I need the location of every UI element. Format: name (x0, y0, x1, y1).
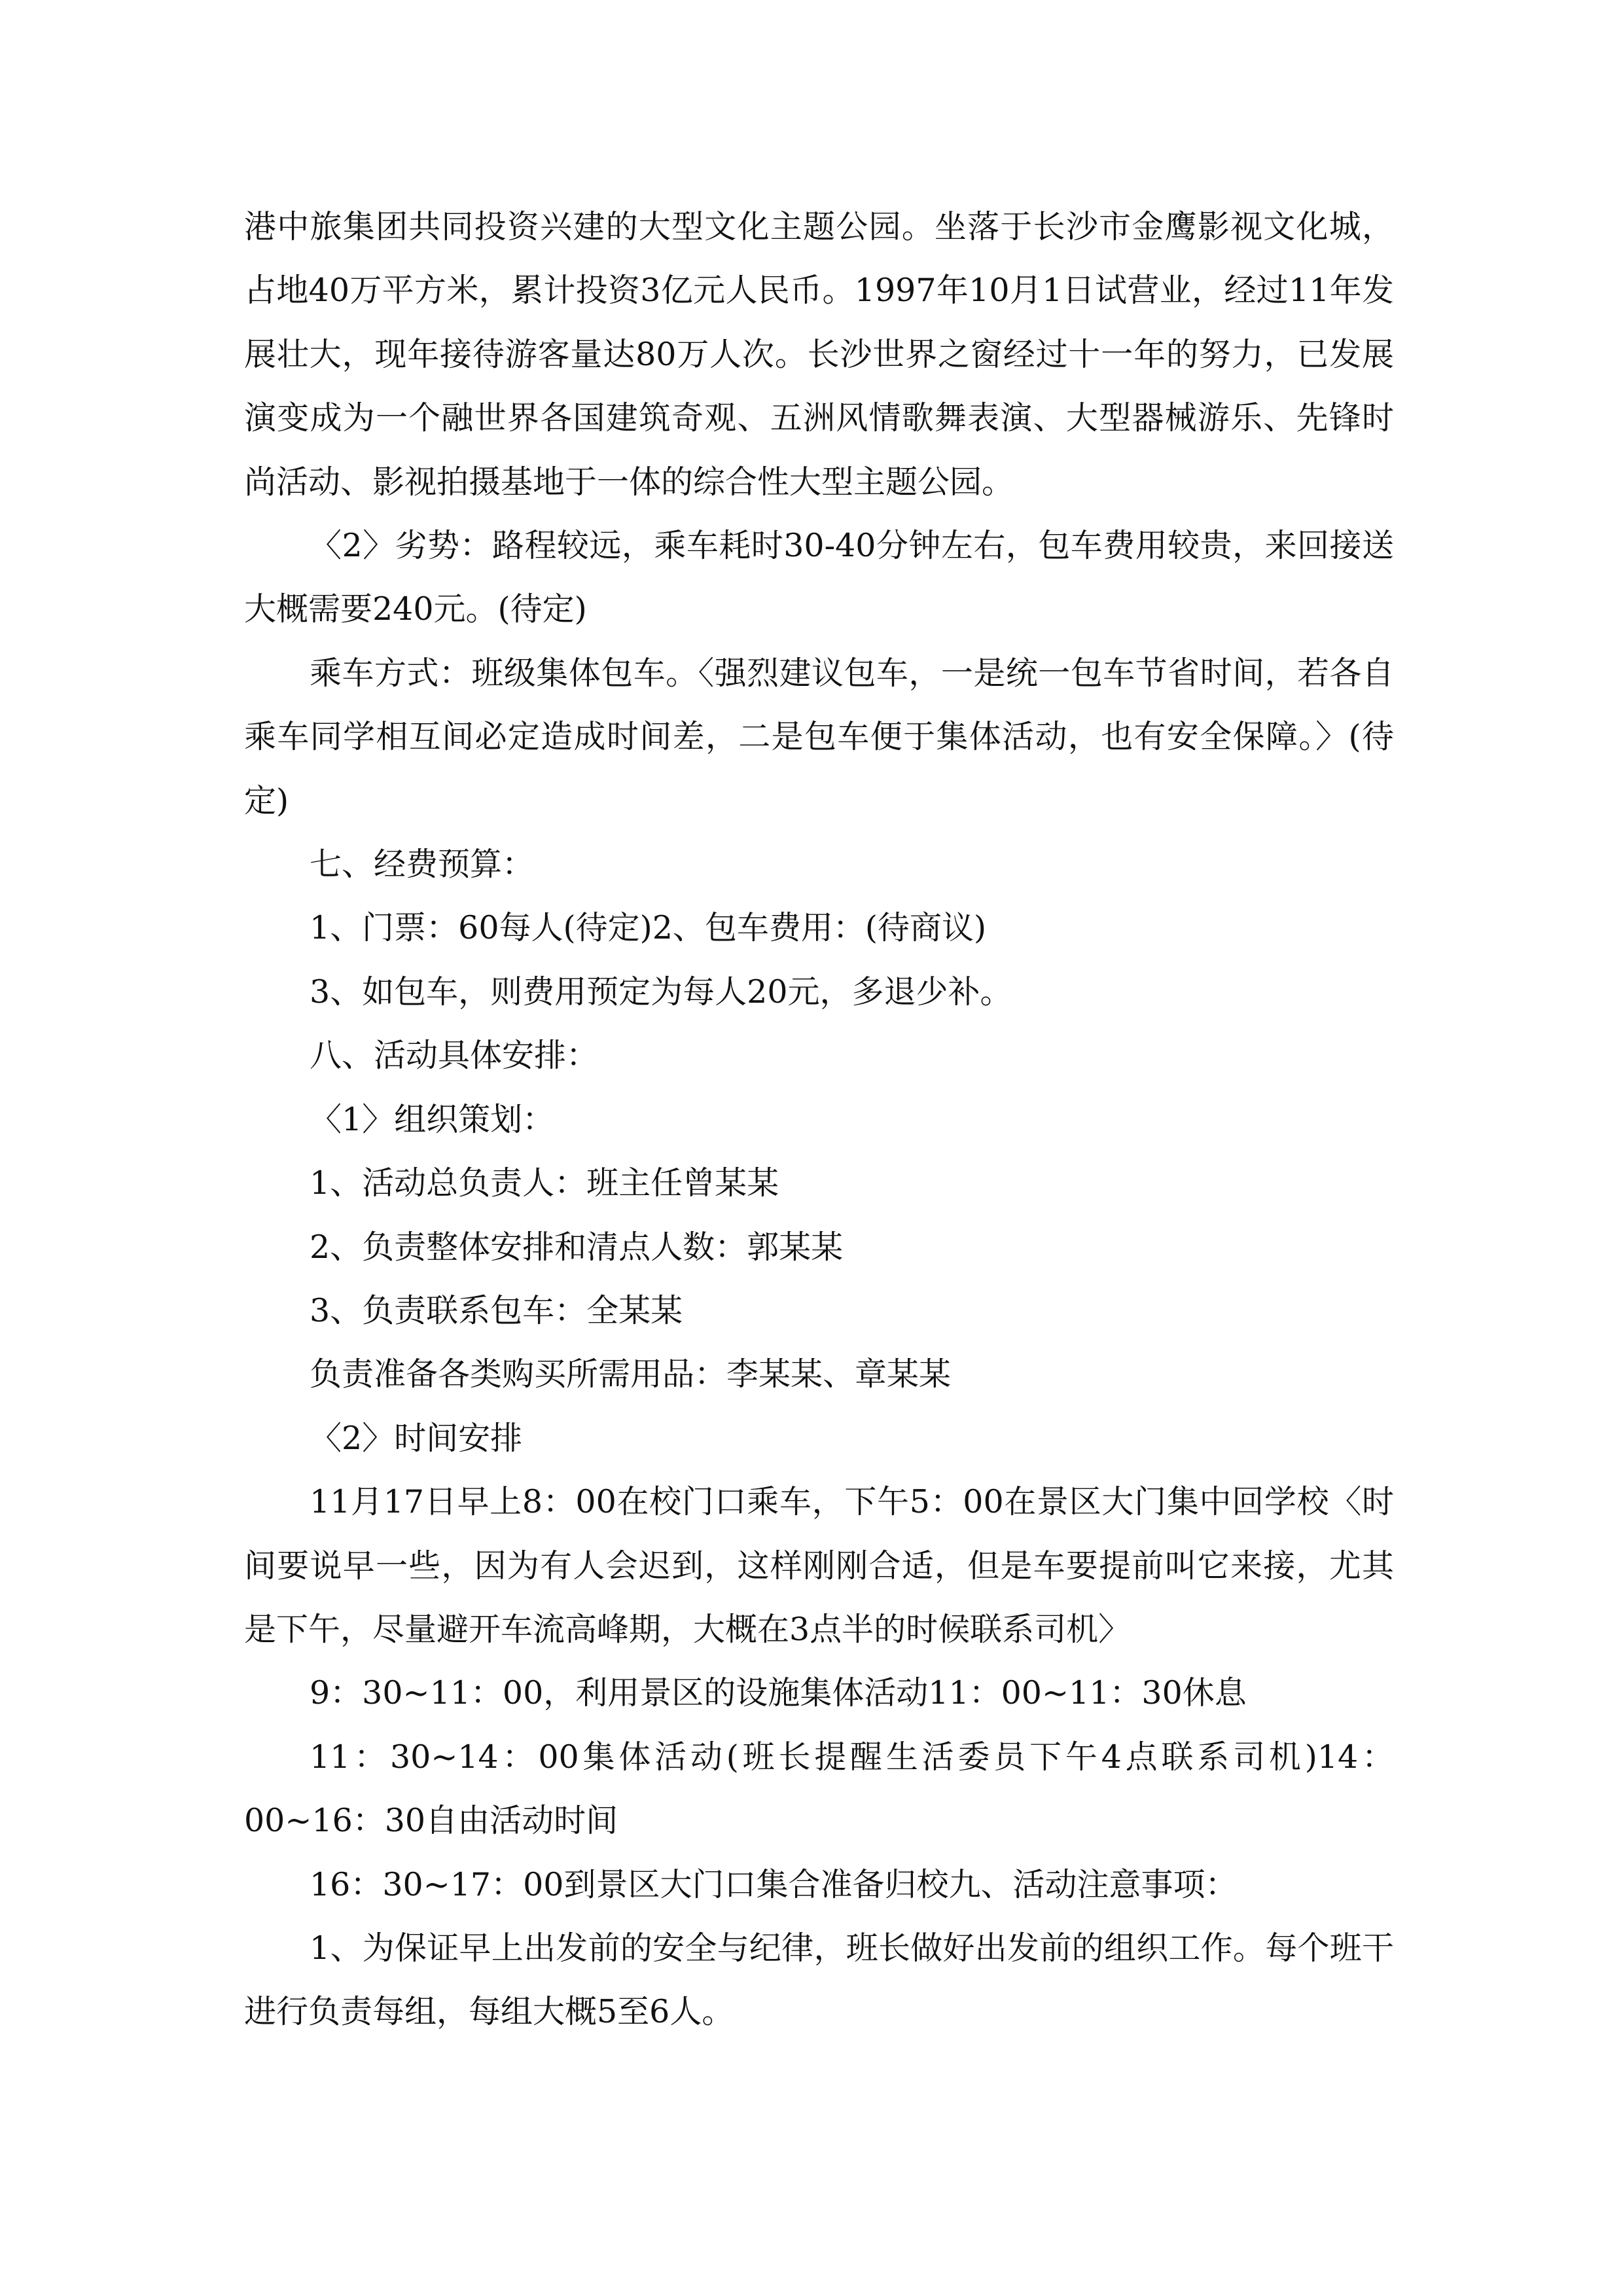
notice-item-1: 1、为保证早上出发前的安全与纪律，班长做好出发前的组织工作。每个班干进行负责每组，每组大概5至6人。 (244, 1929, 1394, 2031)
document-page (244, 195, 1394, 2044)
heading-budget: 七、经费预算： (310, 846, 535, 884)
time-item-morning: 9：30~11：00，利用景区的设施集体活动11：00~11：30休息 (310, 1674, 1247, 1712)
paragraph-park-intro: 港中旅集团共同投资兴建的大型文化主题公园。坐落于长沙市金鹰影视文化城，占地40万平方米，累计投资3亿元人民币。1997年10月1日试营业，经过11年发展壮大，现年接待游客量达80万人次。长沙世界之窗经过十一年的努力，已发展演变成为一个融世界各国建筑奇观、五洲风情歌舞表演、大型器械游乐、先锋时尚活动、影视拍摄基地于一体的综合性大型主题公园。 (244, 208, 1394, 501)
org-item-bus-contact: 3、负责联系包车：全某某 (310, 1291, 683, 1329)
org-item-supplies: 负责准备各类购买所需用品：李某某、章某某 (310, 1355, 952, 1393)
paragraph-disadvantage: 〈2〉劣势：路程较远，乘车耗时30-40分钟左右，包车费用较贵，来回接送大概需要240元。(待定) (244, 527, 1394, 628)
org-item-lead: 1、活动总负责人：班主任曾某某 (310, 1164, 779, 1202)
heading-schedule: 八、活动具体安排： (310, 1037, 599, 1075)
time-item-return: 16：30~17：00到景区大门口集合准备归校九、活动注意事项： (310, 1865, 1238, 1903)
subheading-time: 〈2〉时间安排 (310, 1419, 523, 1457)
time-item-afternoon: 11：30~14：00集体活动(班长提醒生活委员下午4点联系司机)14：00~16：30自由活动时间 (244, 1738, 1394, 1840)
time-item-departure: 11月17日早上8：00在校门口乘车，下午5：00在景区大门集中回学校〈时间要说早一些，因为有人会迟到，这样刚刚合适，但是车要提前叫它来接，尤其是下午，尽量避开车流高峰期，大概在3点半的时候联系司机〉 (244, 1483, 1394, 1648)
paragraph-transport: 乘车方式：班级集体包车。〈强烈建议包车，一是统一包车节省时间，若各自乘车同学相互间必定造成时间差，二是包车便于集体活动，也有安全保障。〉(待定) (244, 654, 1394, 819)
budget-item-bus: 3、如包车，则费用预定为每人20元，多退少补。 (310, 973, 1012, 1011)
subheading-organization: 〈1〉组织策划： (310, 1100, 555, 1138)
budget-item-ticket: 1、门票：60每人(待定)2、包车费用：(待商议) (310, 909, 987, 947)
org-item-headcount: 2、负责整体安排和清点人数：郭某某 (310, 1228, 844, 1266)
